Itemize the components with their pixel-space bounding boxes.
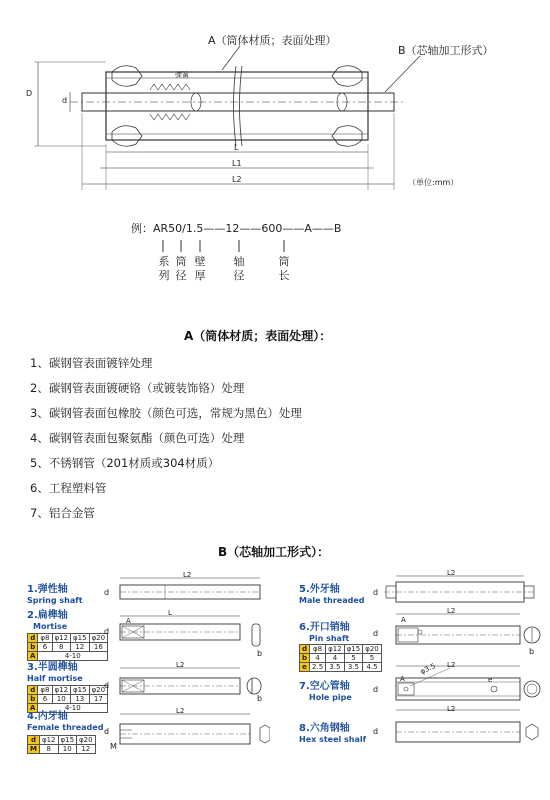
example-part-length: 筒 长 xyxy=(278,255,290,282)
dim-L: L xyxy=(168,609,172,617)
section-b-title: B（芯轴加工形式）： xyxy=(218,545,330,559)
shaft-type-half-mortise: 3.半圆榫轴 Half mortise xyxy=(27,662,83,683)
dim-L1-label: L1 xyxy=(232,159,242,168)
shaft-type-pin-shaft: 6.开口销轴 Pin shaft xyxy=(299,622,350,643)
section-a-item: 5、不锈钢管（201材质或304材质） xyxy=(30,456,220,470)
label-b-callout: B（芯轴加工形式） xyxy=(398,44,494,57)
example-part-thickness: 壁 厚 xyxy=(194,255,206,282)
label-a-callout: A（筒体材质；表面处理） xyxy=(208,34,337,47)
dim-L-label: L xyxy=(234,143,239,152)
mortise-shaft-drawing xyxy=(110,608,270,658)
dim-L2: L2 xyxy=(176,707,185,715)
dim-b: b xyxy=(257,694,263,703)
section-a-item: 6、工程塑料管 xyxy=(30,481,107,495)
dim-d: d xyxy=(373,629,379,638)
section-a-item: 3、碳钢管表面包橡胶（颜色可选，常规为黑色）处理 xyxy=(30,406,302,420)
dim-d: d xyxy=(104,627,110,636)
dim-A: A xyxy=(126,617,131,625)
dim-b: b xyxy=(529,647,535,656)
dim-e: e xyxy=(488,676,493,684)
dim-M: M xyxy=(110,742,117,751)
pin-shaft-spec-table: d φ8 φ12 φ15 φ20 b 4 4 5 5 e 2.5 3.5 3.5 4.5 xyxy=(299,644,382,672)
dim-A: A xyxy=(400,675,405,683)
half-mortise-spec-table: d φ8 φ12 φ15 φ20 b 6 10 13 17 A 4-10 xyxy=(27,685,108,713)
section-a-item: 1、碳钢管表面镀锌处理 xyxy=(30,356,153,370)
roller-assembly-drawing xyxy=(0,0,550,200)
hole-pipe-drawing xyxy=(380,660,545,710)
example-code: 例：AR50/1.5——12——600——A——B xyxy=(131,222,342,235)
spring-label: 弹簧 xyxy=(175,71,189,79)
example-pointer-lines xyxy=(0,236,550,254)
dim-d: d xyxy=(373,727,379,736)
dim-D-label: D xyxy=(26,89,33,98)
dim-L2: L2 xyxy=(183,571,192,579)
section-a-item: 7、铝合金管 xyxy=(30,506,95,520)
shaft-type-hole-pipe: 7.空心管轴 Hole pipe xyxy=(299,681,352,702)
dim-L2-label: L2 xyxy=(232,175,242,184)
dim-A: A xyxy=(401,616,406,624)
example-part-series: 系 列 xyxy=(158,255,170,282)
male-threaded-shaft-drawing xyxy=(380,568,540,608)
shaft-type-male-threaded: 5.外牙轴 Male threaded xyxy=(299,584,365,605)
shaft-type-mortise: 2.扁榫轴 Mortise xyxy=(27,610,68,631)
half-mortise-shaft-drawing xyxy=(110,660,270,710)
female-threaded-shaft-drawing xyxy=(110,706,270,756)
example-part-diameter: 筒 径 xyxy=(175,255,187,282)
shaft-type-hex-steel: 8.六角钢轴 Hex steel shalf xyxy=(299,723,367,744)
dim-d: d xyxy=(104,681,110,690)
dim-b: b xyxy=(257,649,263,658)
dim-L2: L2 xyxy=(447,705,456,713)
female-threaded-spec-table: d φ12 φ15 φ20 M 8 10 12 xyxy=(27,735,96,754)
pin-shaft-drawing xyxy=(380,606,545,660)
example-part-shaft: 轴 径 xyxy=(233,255,245,282)
dim-d: d xyxy=(373,685,379,694)
section-a-item: 4、碳钢管表面包聚氨酯（颜色可选）处理 xyxy=(30,431,245,445)
hex-steel-shaft-drawing xyxy=(380,704,545,752)
shaft-type-female-threaded: 4.内牙轴 Female threaded xyxy=(27,711,104,732)
section-a-title: A（筒体材质；表面处理）： xyxy=(184,329,332,343)
dim-L2: L2 xyxy=(447,607,456,615)
unit-label: （单位:mm） xyxy=(408,178,459,187)
dim-d: d xyxy=(104,588,110,597)
section-a-item: 2、碳钢管表面镀硬铬（或镀装饰铬）处理 xyxy=(30,381,245,395)
dim-phi-hole: φ3.5 xyxy=(419,662,437,676)
mortise-spec-table: d φ8 φ12 φ15 φ20 b 6 8 12 16 A 4-10 xyxy=(27,633,108,661)
dim-L2: L2 xyxy=(176,661,185,669)
dim-d: d xyxy=(104,727,110,736)
dim-L2: L2 xyxy=(447,661,456,669)
dim-L2: L2 xyxy=(447,569,456,577)
shaft-type-spring: 1.弹性轴 Spring shaft xyxy=(27,584,83,605)
dim-d: d xyxy=(373,588,379,597)
dim-d-label: d xyxy=(62,96,68,105)
